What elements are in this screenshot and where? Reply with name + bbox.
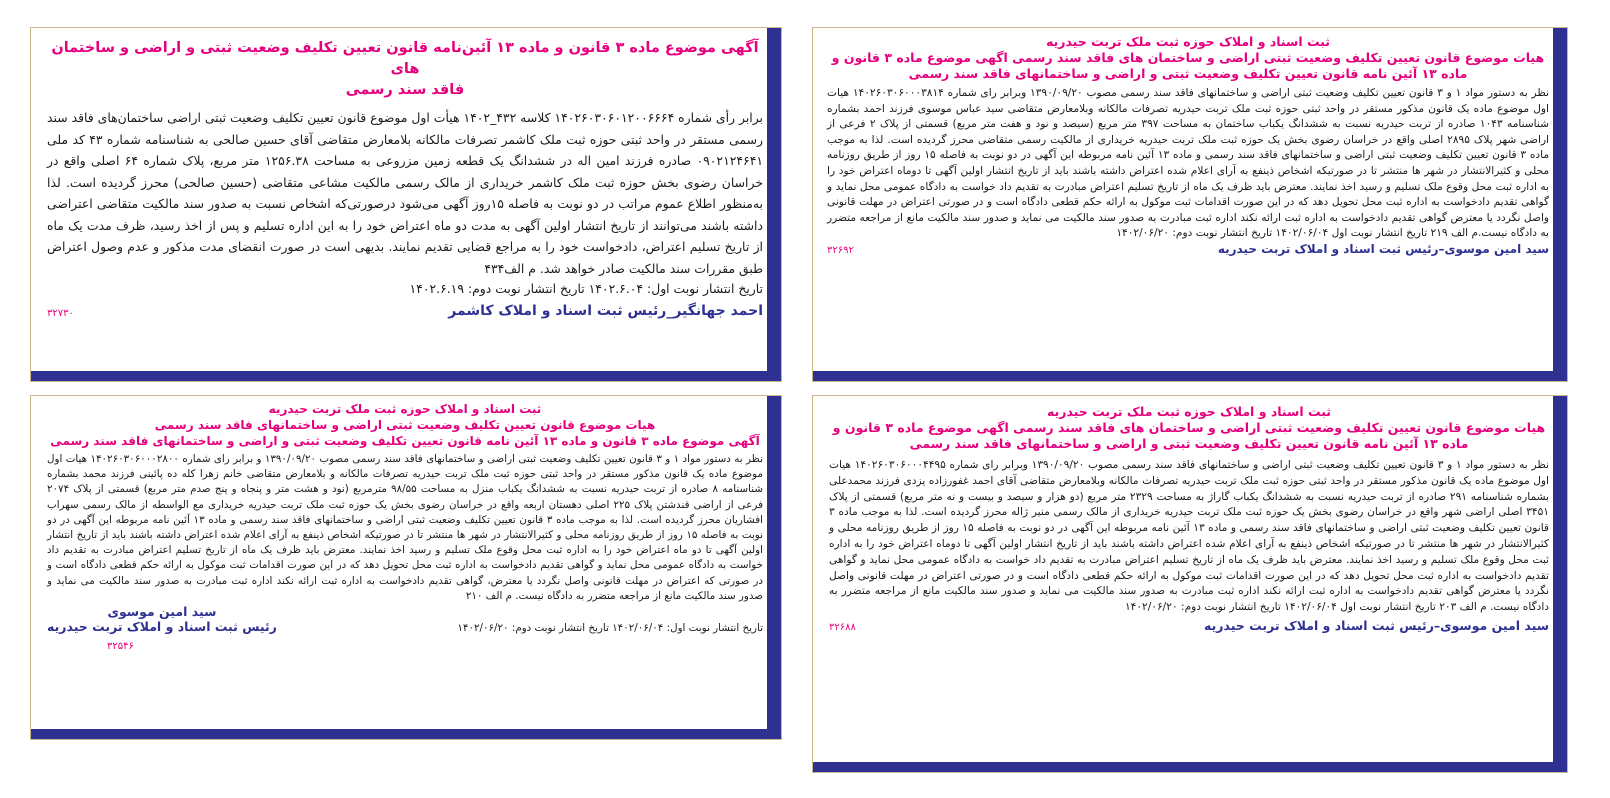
ad-publish-dates: تاریخ انتشار نوبت اول: ۱۴۰۲/۰۶/۰۴ تاریخ انتشار نوبت دوم: ۱۴۰۲/۰۶/۲۰	[457, 622, 763, 635]
ad-title-line: آگهی موضوع ماده ۳ قانون و ماده ۱۳ آئین نامه قانون تعیین تکلیف وضعیت ثبتی و اراضی و ساختمانهای فاقد سند رسمی	[50, 434, 760, 448]
ad-title	[47, 401, 763, 449]
ad-border-accent-bottom	[31, 729, 781, 739]
ad-title	[827, 34, 1549, 82]
ad-signature: احمد جهانگیر_رئیس ثبت اسناد و املاک کاشمر	[448, 303, 763, 319]
ad-title-line: ثبت اسناد و املاک حوزه ثبت ملک تربت حیدریه	[268, 402, 542, 416]
ad-code: ۳۲۵۴۶	[107, 641, 134, 653]
ad-title-line: فاقد سند رسمی	[345, 82, 465, 98]
ad-title-line: هیات موضوع قانون تعیین تکلیف وضعیت ثبتی اراضی و ساختمان های فاقد سند رسمی اگهی موضوع ماده ۳ قانون و	[832, 420, 1546, 435]
ad-top-right	[812, 27, 1568, 382]
ad-border-accent-bottom	[813, 762, 1567, 772]
ad-signature-block	[47, 604, 277, 634]
ad-bottom-left	[30, 395, 782, 740]
ad-title-line: آگهی موضوع ماده ۳ قانون و ماده ۱۳ آئین‌نامه قانون تعیین تکلیف وضعیت ثبتی و اراضی و ساختمان های	[51, 40, 759, 77]
ad-code-row	[107, 634, 763, 653]
ad-title-line: هیات موضوع قانون تعیین تکلیف وضعیت ثبتی اراضی و ساختمان های فاقد سند رسمی اگهی موضوع ماده ۳ قانون و	[831, 50, 1545, 65]
ad-title	[829, 404, 1549, 452]
ad-border-accent-bottom	[31, 371, 781, 381]
ad-border-accent	[1553, 396, 1567, 772]
ad-signature-title: رئیس ثبت اسناد و املاک تربت حیدریه	[47, 619, 277, 635]
ad-title-line: ثبت اسناد و املاک حوزه ثبت ملک تربت حیدریه	[1045, 34, 1330, 49]
ad-code: ۳۲۷۳۰	[47, 308, 74, 319]
ad-signature: سید امین موسوی–رئیس ثبت اسناد و املاک تربت حیدریه	[1217, 241, 1549, 256]
ad-top-left	[30, 27, 782, 382]
ad-border-accent	[767, 28, 781, 381]
ad-body: برابر رأی شماره ۱۴۰۲۶۰۳۰۶۰۱۲۰۰۶۶۶۴ کلاسه ۴۳۲_۱۴۰۲ هیأت اول موضوع قانون تعیین تکلیف وضعیت ثبتی اراضی ساختمان‌های فاقد سند رسمی مستقر در واحد ثبتی حوزه ثبت ملک کاشمر تصرفات مالکانه بلامعارض متقاضی آقای حسین صالحی به شناسنامه شماره ۴۳ کد ملی ۰۹۰۲۱۲۴۶۴۱ صادره فرزند امین اله در ششدانگ یک قطعه زمین مزروعی به مساحت ۱۲۵۶.۳۸ متر مربع، پلاک شماره ۶۴ اصلی واقع در خراسان رضوی بخش حوزه ثبت ملک کاشمر خریداری از مالک رسمی مالکیت مشاعی متقاضی (حسین صالحی) محرز گردیده است. لذا به‌منظور اطلاع عموم مراتب در دو نوبت به فاصله ۱۵روز آگهی می‌شود درصورتی‌که اشخاص نسبت به صدور سند مالکیت متقاضی اعتراضی داشته باشند می‌توانند از تاریخ انتشار اولین آگهی به مدت دو ماه اعتراض خود را به این اداره تسلیم و پس از اخذ رسید، ظرف مدت یک ماه از تاریخ تسلیم اعتراض، دادخواست خود را به مراجع قضایی تقدیم نمایند. بدیهی است در صورت انقضای مدت مذکور و عدم وصول اعتراض طبق مقررات سند مالکیت صادر خواهد شد. م الف۴۳۴	[47, 110, 764, 276]
ad-footer	[827, 242, 1549, 256]
ad-bottom-right	[812, 395, 1568, 773]
ad-border-accent	[767, 396, 781, 739]
ad-border-accent-bottom	[813, 371, 1567, 381]
ad-code: ۳۲۶۹۲	[827, 244, 854, 256]
ad-publish-dates: تاریخ انتشار نوبت اول: ۱۴۰۲.۶.۰۴ تاریخ انتشار نوبت دوم: ۱۴۰۲.۶.۱۹	[409, 281, 763, 296]
ad-body: نظر به دستور مواد ۱ و ۳ قانون تعیین تکلیف وضعیت ثبتی اراضی و ساختمانهای فاقد سند رسمی مصوب ۱۳۹۰/۰۹/۲۰ وبرابر رای شماره ۱۴۰۲۶۰۳۰۶۰۰۰۴۴۹۵ هیات اول موضوع ماده یک قانون مذکور مستقر در واحد ثبتی حوزه ثبت ملک تربت حیدریه تصرفات مالکانه وبلامعارض متقاضی آقای احمد غفورزاده یزدی فرزند محمدعلی بشماره شناسنامه ۲۹۱ صادره از تربت حیدریه نسبت به ششدانگ یکباب گاراژ به مساحت ۲۳۲۹ متر مربع (دو هزار و سیصد و بیست و نه متر مربع) قسمتی از پلاک ۳۴۵۱ اصلی اراضی شهر واقع در خراسان رضوی بخش یک حوزه ثبت ملک تربت حیدریه خریداری از مالک رسمی منیر ژاله محرز گردیده است. لذا به موجب ماده ۳ قانون تعیین تکلیف وضعیت ثبتی اراضی و ساختمانهای فاقد سند رسمی و ماده ۱۳ آئین نامه مربوطه این آگهی در دو نوبت به فاصله ۱۵ روز از طریق روزنامه محلی و کثیرالانتشار در شهر ها منتشر تا در صورتیکه اشخاص ذینفع به آرای اعلام شده اعتراض داشته باشند باید از تاریخ انتشار اولین آگهی تا دوماه اعتراض خود را به اداره ثبت محل وقوع ملک تسلیم و رسید اخذ نمایند. معترض باید ظرف یک ماه از تاریخ تسلیم اعتراض مبادرت به تقدیم داد خواست به دادگاه عمومی محل نماید و گواهی تقدیم دادخواست به اداره ثبت محل تحویل دهد که در این صورت اقدامات ثبت موکول به ارائه حکم قطعی دادگاه است و در صورتی اعتراض در مهلت قانونی واصل نگردد یا معترض گواهی تقدیم دادخواست به اداره ثبت ارائه نکند اداره ثبت مبادرت به صدور سند مالکیت می نماید و صدور سند مالکیت مانع از مراجعه متضرر به دادگاه نیست. م الف ۲۰۳ تاریخ انتشار نوبت اول ۱۴۰۲/۰۶/۰۴ تاریخ انتشار نوبت دوم: ۱۴۰۲/۰۶/۲۰	[829, 459, 1549, 614]
ad-signature-name: سید امین موسوی	[107, 604, 217, 620]
ad-title	[47, 38, 763, 101]
ad-title-line: هیات موضوع قانون تعیین تکلیف وضعیت ثبتی اراضی و ساختمانهای فاقد سند رسمی	[154, 418, 656, 432]
ad-footer	[829, 618, 1549, 633]
ad-title-line: ثبت اسناد و املاک حوزه ثبت ملک تربت حیدریه	[1046, 404, 1331, 419]
ad-body: نظر به دستور مواد ۱ و ۳ قانون تعیین تکلیف وضعیت ثبتی اراضی و ساختمانهای فاقد سند رسمی مصوب ۱۳۹۰/۰۹/۲۰ و برابر رای شماره ۱۴۰۲۶۰۳۰۶۰۰۰۲۸۰۰ هیات اول موضوع ماده یک قانون مذکور مستقر در واحد ثبتی حوزه ثبت ملک تربت حیدریه تصرفات مالکانه و بلامعارض متقاضی خانم زهرا کله ده پائینی فرزند محمد بشماره شناسنامه ۸ صادره از تربت حیدریه نسبت به ششدانگ یکباب منزل به مساحت ۹۸/۵۵ مترمربع (نود و هشت متر و پنجاه و پنج صدم متر مربع) قسمتی از پلاک ۲۰۷۴ فرعی از اراضی قندشتن پلاک ۲۲۵ اصلی دهستان اربعه واقع در خراسان رضوی بخش یک حوزه ثبت ملک تربت حیدریه خریداری مع الواسطه از مالک رسمی سهراب افشاریان محرز گردیده است. لذا به موجب ماده ۳ قانون تعیین تکلیف وضعیت ثبتی اراضی و ساختمانهای فاقد سند رسمی و ماده ۱۳ آئین نامه مربوطه این آگهی در دو نوبت به فاصله ۱۵ روز از طریق روزنامه محلی و کثیرالانتشار در شهر ها منتشر تا در صورتیکه اشخاص ذینفع به آرای اعلام شده اعتراض داشته باشند باید از تاریخ انتشار اولین آگهی تا دو ماه اعتراض خود را به اداره ثبت محل وقوع ملک تسلیم و رسید اخذ نمایند. معترض باید ظرف یک ماه از تاریخ تسلیم اعتراض مبادرت به تقدیم داد خواست به دادگاه عمومی محل نماید و گواهی تقدیم دادخواست به اداره ثبت محل تحویل دهد که در این صورت اقدامات ثبت موکول به ارائه حکم قطعی دادگاه است و در صورتی که اعتراض در مهلت قانونی واصل نگردد یا معترض، گواهی تقدیم دادخواست به اداره ثبت ارائه نکند اداره ثبت مبادرت به صدور سند مالکیت می نماید و صدور سند مالکیت مانع از مراجعه متضرر به دادگاه نیست. م الف ۲۱۰	[47, 453, 763, 602]
ad-code: ۳۲۶۸۸	[829, 621, 856, 633]
ad-body: نظر به دستور مواد ۱ و ۳ قانون تعیین تکلیف وضعیت ثبتی اراضی و ساختمانهای فاقد سند رسمی مصوب ۱۳۹۰/۰۹/۲۰ وبرابر رای شماره ۱۴۰۲۶۰۳۰۶۰۰۰۳۸۱۴ هیات اول موضوع ماده یک قانون مذکور مستقر در واحد ثبتی حوزه ثبت ملک تربت حیدریه تصرفات مالکانه وبلامعارض متقاضی سید عباس موسوی فرزند احمد بشماره شناسنامه ۱۰۴۳ صادره از تربت حیدریه نسبت به ششدانگ یکباب ساختمان به مساحت ۳۹۷ متر مربع (سیصد و نود و هفت متر مربع) قسمتی از پلاک ۲ فرعی از اراضی شهر پلاک ۲۸۹۵ اصلی واقع در خراسان رضوی بخش یک حوزه ثبت ملک تربت حیدریه خریداری از مالکیت رسمی متقاضی محرز گردیده است. لذا به موجب ماده ۳ قانون تعیین تکلیف وضعیت ثبتی اراضی و ساختمانهای فاقد سند رسمی و ماده ۱۳ آئین نامه مربوطه این آگهی در دو نوبت به فاصله ۱۵ روز از طریق روزنامه محلی و کثیرالانتشار در شهر ها منتشر تا در صورتیکه اشخاص ذینفع به آرای اعلام شده اعتراض داشته باشند باید از تاریخ انتشار اولین آگهی تا دوماه اعتراض خود را به اداره ثبت محل وقوع ملک تسلیم و رسید اخذ نمایند. معترض باید ظرف یک ماه از تاریخ تسلیم اعتراض مبادرت به تقدیم داد خواست به دادگاه عمومی محل نماید و گواهی تقدیم دادخواست به اداره ثبت محل تحویل دهد که در این صورت اقدامات ثبت موکول به ارائه حکم قطعی دادگاه است و در صورتی اعتراض در مهلت قانونی واصل نگردد یا معترض گواهی تقدیم دادخواست به اداره ثبت ارائه نکند اداره ثبت مبادرت به صدور سند مالکیت می نماید و صدور سند مالکیت مانع از مراجعه متضرر به دادگاه نیست.م الف ۲۱۹ تاریخ انتشار نوبت اول ۱۴۰۲/۰۶/۰۴ تاریخ انتشار نوبت دوم: ۱۴۰۲/۰۶/۲۰	[827, 87, 1549, 240]
ad-title-line: ماده ۱۳ آئین نامه قانون تعیین تکلیف وضعیت ثبتی و اراضی و ساختمانهای فاقد سند رسمی	[909, 436, 1469, 451]
ad-title-line: ماده ۱۳ آئین نامه قانون تعیین تکلیف وضعیت ثبتی و اراضی و ساختمانهای فاقد سند رسمی	[908, 66, 1468, 81]
ad-signature: سید امین موسوی–رئیس ثبت اسناد و املاک تربت حیدریه	[1204, 617, 1549, 633]
ad-footer	[47, 303, 763, 319]
ad-footer	[47, 604, 763, 634]
ad-border-accent	[1553, 28, 1567, 381]
